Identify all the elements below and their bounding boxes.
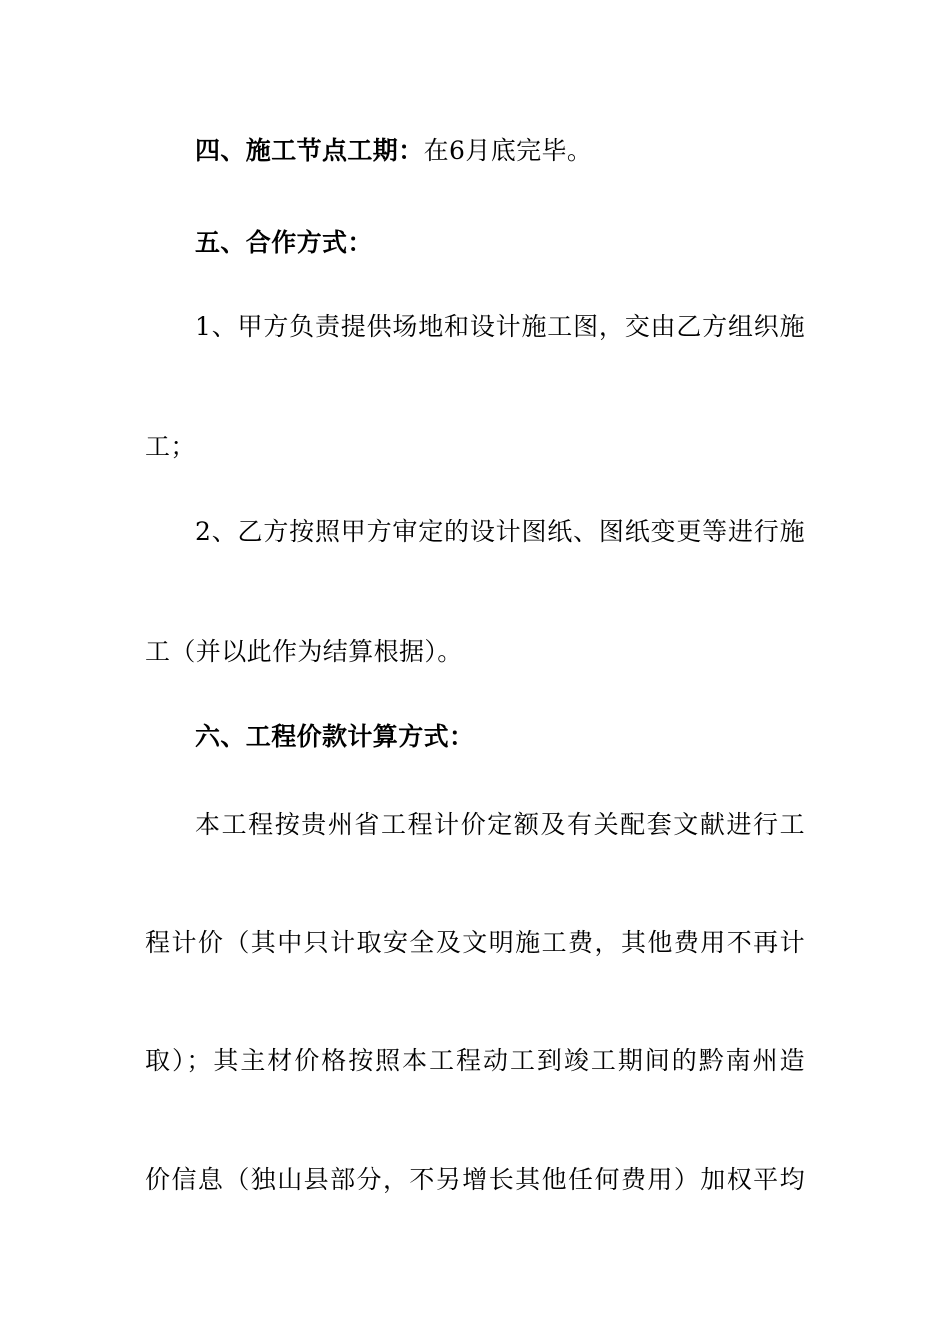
section-6-heading: 六、工程价款计算方式： bbox=[195, 722, 475, 751]
section-5-item-1-line-1: 1、甲方负责提供场地和设计施工图，交由乙方组织施 bbox=[195, 312, 805, 341]
section-6-para-line-1: 本工程按贵州省工程计价定额及有关配套文献进行工 bbox=[195, 810, 805, 839]
section-4-text: 在6月底完毕。 bbox=[423, 136, 593, 165]
section-5-heading: 五、合作方式： bbox=[195, 228, 373, 257]
section-5-item-1-line-2: 工； bbox=[145, 432, 196, 461]
section-5-item-2-line-2: 工（并以此作为结算根据）。 bbox=[145, 637, 463, 666]
section-4-line bbox=[195, 136, 805, 166]
section-6-para-line-4: 价信息（独山县部分，不另增长其他任何费用）加权平均 bbox=[145, 1165, 805, 1194]
section-6-para-line-3: 取）；其主材价格按照本工程动工到竣工期间的黔南州造 bbox=[145, 1046, 805, 1075]
section-5-item-2-line-1: 2、乙方按照甲方审定的设计图纸、图纸变更等进行施 bbox=[195, 517, 805, 546]
section-6-para-line-2: 程计价（其中只计取安全及文明施工费，其他费用不再计 bbox=[145, 928, 805, 957]
section-4-heading: 四、施工节点工期： bbox=[195, 136, 424, 165]
